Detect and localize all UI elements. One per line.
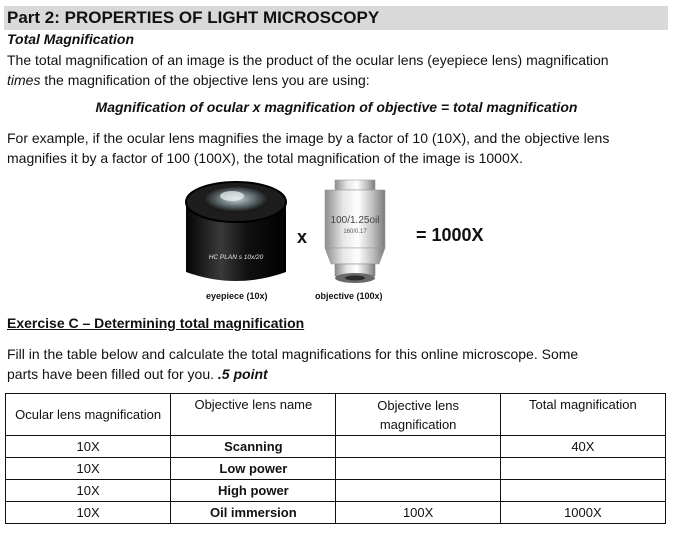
cell-objective-mag[interactable] <box>336 480 500 502</box>
cell-objective-mag[interactable] <box>336 458 500 480</box>
section-title: Part 2: PROPERTIES OF LIGHT MICROSCOPY <box>4 6 668 30</box>
table-row <box>6 502 666 524</box>
example-paragraph <box>7 128 669 168</box>
cell-total[interactable] <box>500 458 665 480</box>
cell-ocular: 10X <box>6 480 171 502</box>
cell-objective-name: Scanning <box>171 436 336 458</box>
example-line-2: magnifies it by a factor of 100 (100X), the total magnification of the image is 1000X. <box>7 150 523 166</box>
cell-objective-name: High power <box>171 480 336 502</box>
eyepiece-marking: HC PLAN s 10x/20 <box>208 254 264 261</box>
points-value: .5 point <box>217 366 268 382</box>
cell-ocular: 10X <box>6 502 171 524</box>
table-row <box>6 458 666 480</box>
intro-line-2-rest: the magnification of the objective lens you are using: <box>40 72 370 88</box>
table-header-row <box>6 394 666 436</box>
cell-ocular: 10X <box>6 436 171 458</box>
instructions-line-1: Fill in the table below and calculate the total magnifications for this online microscope. Some <box>7 346 579 362</box>
cell-objective-mag[interactable] <box>336 436 500 458</box>
objective-caption: objective (100x) <box>315 291 383 301</box>
instructions-line-2-text: parts have been filled out for you. <box>7 366 218 382</box>
cell-total[interactable]: 1000X <box>500 502 665 524</box>
objective-image <box>319 178 391 290</box>
intro-line-1: The total magnification of an image is the product of the ocular lens (eyepiece lens) magnification <box>7 52 609 68</box>
objective-marking-1: 100/1.25oil <box>330 215 380 226</box>
instructions-paragraph <box>7 344 669 384</box>
header-ocular: Ocular lens magnification <box>6 394 171 436</box>
formula: Magnification of ocular x magnification of objective = total magnification <box>95 99 578 115</box>
intro-paragraph <box>7 50 669 90</box>
cell-objective-mag[interactable]: 100X <box>336 502 500 524</box>
table-row <box>6 436 666 458</box>
example-line-1: For example, if the ocular lens magnifies the image by a factor of 10 (10X), and the objective lens <box>7 130 610 146</box>
intro-line-2 <box>7 70 669 90</box>
header-objective-name: Objective lens name <box>171 394 336 436</box>
table-row <box>6 480 666 502</box>
cell-total[interactable]: 40X <box>500 436 665 458</box>
objective-marking-2: 160/0.17 <box>343 229 367 235</box>
cell-ocular: 10X <box>6 458 171 480</box>
header-objective-mag: Objective lens magnification <box>336 394 500 436</box>
cell-total[interactable] <box>500 480 665 502</box>
times-symbol: x <box>297 227 308 247</box>
eyepiece-image <box>180 172 292 290</box>
eyepiece-caption: eyepiece (10x) <box>206 291 268 301</box>
magnification-table <box>5 393 666 524</box>
exercise-title: Exercise C – Determining total magnification <box>7 315 305 331</box>
instructions-line-2 <box>7 364 669 384</box>
intro-emphasis: times <box>7 72 41 88</box>
cell-objective-name: Low power <box>171 458 336 480</box>
cell-objective-name: Oil immersion <box>171 502 336 524</box>
subheading: Total Magnification <box>7 31 135 47</box>
header-total: Total magnification <box>500 394 665 436</box>
equals-result: = 1000X <box>416 225 484 245</box>
